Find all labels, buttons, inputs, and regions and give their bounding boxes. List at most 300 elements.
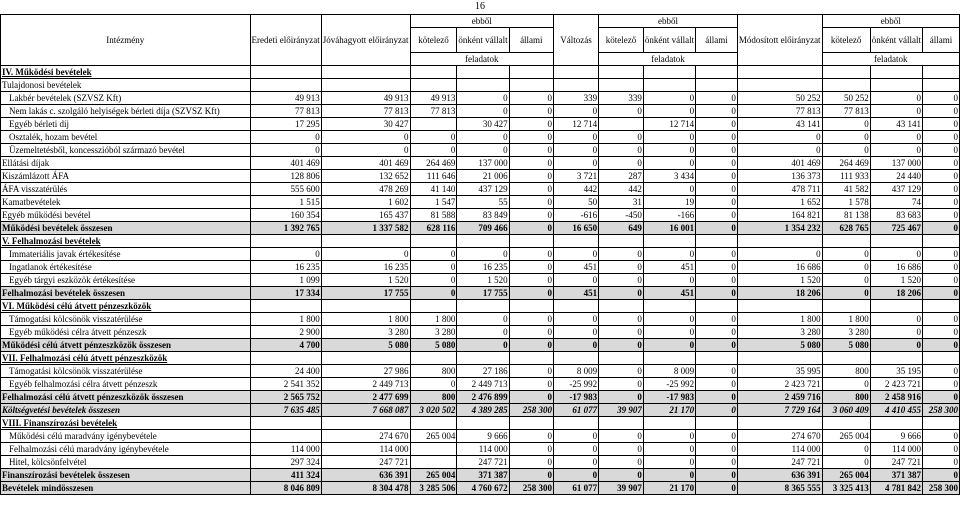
table-row bbox=[1, 300, 960, 313]
table-row bbox=[1, 118, 960, 131]
table-row bbox=[1, 170, 960, 183]
table-cell: 49 913 bbox=[410, 92, 457, 105]
row-label: Üzemeltetésből, koncesszióból származó bevétel bbox=[1, 144, 251, 157]
table-cell: 0 bbox=[509, 157, 553, 170]
table-cell bbox=[509, 66, 553, 79]
col-ebbol-1: ebből bbox=[410, 15, 553, 28]
table-cell: 297 324 bbox=[250, 456, 321, 469]
table-row bbox=[1, 131, 960, 144]
table-cell: 0 bbox=[643, 443, 695, 456]
table-cell bbox=[553, 417, 598, 430]
table-cell: 43 141 bbox=[870, 118, 922, 131]
table-cell bbox=[737, 79, 822, 92]
table-cell: 0 bbox=[457, 248, 509, 261]
table-cell: 0 bbox=[643, 339, 695, 352]
table-cell: 1 578 bbox=[822, 196, 870, 209]
table-cell: 1 800 bbox=[737, 313, 822, 326]
table-cell bbox=[457, 79, 509, 92]
table-cell bbox=[737, 66, 822, 79]
table-cell: 0 bbox=[599, 287, 644, 300]
table-cell: 0 bbox=[509, 287, 553, 300]
table-row bbox=[1, 339, 960, 352]
table-cell: 258 300 bbox=[509, 482, 553, 495]
table-cell bbox=[870, 417, 922, 430]
table-cell: 800 bbox=[822, 391, 870, 404]
table-cell: 0 bbox=[509, 170, 553, 183]
table-cell: 0 bbox=[599, 105, 644, 118]
table-cell bbox=[870, 79, 922, 92]
table-cell: 41 140 bbox=[410, 183, 457, 196]
table-cell: 0 bbox=[553, 430, 598, 443]
table-cell: 7 668 087 bbox=[321, 404, 410, 417]
table-cell bbox=[250, 79, 321, 92]
table-cell: 628 116 bbox=[410, 222, 457, 235]
table-cell: 0 bbox=[599, 248, 644, 261]
row-label: V. Felhalmozási bevételek bbox=[1, 235, 251, 248]
table-cell: 17 295 bbox=[250, 118, 321, 131]
table-cell: 437 129 bbox=[870, 183, 922, 196]
table-cell: 451 bbox=[643, 287, 695, 300]
table-cell bbox=[599, 118, 644, 131]
table-cell: 0 bbox=[922, 261, 959, 274]
table-cell bbox=[553, 66, 598, 79]
table-cell: 7 729 164 bbox=[737, 404, 822, 417]
table-cell: 0 bbox=[599, 261, 644, 274]
table-cell: 0 bbox=[737, 131, 822, 144]
table-cell: 0 bbox=[696, 404, 738, 417]
table-cell bbox=[509, 235, 553, 248]
row-label: Osztalék, hozam bevétel bbox=[1, 131, 251, 144]
col-ebbol-2: ebből bbox=[599, 15, 738, 28]
table-cell: 0 bbox=[696, 222, 738, 235]
table-cell: 0 bbox=[870, 144, 922, 157]
table-cell: 0 bbox=[696, 261, 738, 274]
table-cell: 0 bbox=[509, 456, 553, 469]
table-cell: 0 bbox=[822, 131, 870, 144]
table-cell: 0 bbox=[922, 157, 959, 170]
table-cell: 0 bbox=[643, 248, 695, 261]
table-cell: 3 721 bbox=[553, 170, 598, 183]
col-feladatok-2: feladatok bbox=[599, 53, 738, 66]
table-cell bbox=[509, 352, 553, 365]
table-cell: 17 755 bbox=[321, 287, 410, 300]
row-label: Egyéb működési bevétel bbox=[1, 209, 251, 222]
table-cell: 50 252 bbox=[737, 92, 822, 105]
table-cell bbox=[553, 300, 598, 313]
table-cell bbox=[599, 300, 644, 313]
table-cell: 0 bbox=[643, 183, 695, 196]
table-cell: 21 006 bbox=[457, 170, 509, 183]
table-cell: 3 280 bbox=[321, 326, 410, 339]
table-cell bbox=[553, 79, 598, 92]
table-cell: 0 bbox=[696, 131, 738, 144]
table-cell: 0 bbox=[509, 131, 553, 144]
row-label: Felhalmozási bevételek összesen bbox=[1, 287, 251, 300]
table-cell: 265 004 bbox=[822, 430, 870, 443]
table-cell: 77 813 bbox=[410, 105, 457, 118]
table-cell: 478 269 bbox=[321, 183, 410, 196]
table-cell: 17 755 bbox=[457, 287, 509, 300]
table-cell: 0 bbox=[553, 131, 598, 144]
table-cell: 0 bbox=[696, 118, 738, 131]
table-cell: 0 bbox=[250, 248, 321, 261]
table-cell: 41 582 bbox=[822, 183, 870, 196]
table-cell: 0 bbox=[599, 456, 644, 469]
table-cell: 0 bbox=[321, 144, 410, 157]
table-cell: 0 bbox=[321, 248, 410, 261]
table-row bbox=[1, 430, 960, 443]
table-cell: 0 bbox=[599, 430, 644, 443]
table-cell: 258 300 bbox=[922, 404, 959, 417]
table-cell bbox=[922, 417, 959, 430]
table-cell: 165 437 bbox=[321, 209, 410, 222]
table-cell bbox=[922, 300, 959, 313]
table-cell bbox=[457, 300, 509, 313]
table-cell: 1 520 bbox=[457, 274, 509, 287]
table-cell: 0 bbox=[922, 170, 959, 183]
table-cell: 0 bbox=[737, 248, 822, 261]
table-cell: 247 721 bbox=[457, 456, 509, 469]
table-cell: 0 bbox=[870, 92, 922, 105]
table-cell: -25 992 bbox=[643, 378, 695, 391]
table-cell bbox=[457, 235, 509, 248]
table-cell: 0 bbox=[553, 144, 598, 157]
table-header bbox=[1, 15, 960, 66]
table-cell: 0 bbox=[509, 339, 553, 352]
table-cell: 247 721 bbox=[737, 456, 822, 469]
table-cell: 265 004 bbox=[410, 469, 457, 482]
col-onkent-3: önként vállalt bbox=[870, 28, 922, 53]
table-cell: 0 bbox=[643, 430, 695, 443]
table-cell: 264 469 bbox=[822, 157, 870, 170]
table-cell: 0 bbox=[509, 118, 553, 131]
row-label: VII. Felhalmozási célú átvett pénzeszközök bbox=[1, 352, 251, 365]
table-cell: 0 bbox=[643, 456, 695, 469]
table-cell bbox=[870, 352, 922, 365]
row-label: Ingatlanok értékesítése bbox=[1, 261, 251, 274]
table-cell: 0 bbox=[922, 274, 959, 287]
table-cell: 4 410 455 bbox=[870, 404, 922, 417]
table-cell: 5 080 bbox=[822, 339, 870, 352]
table-cell: 2 900 bbox=[250, 326, 321, 339]
table-cell: 50 252 bbox=[822, 92, 870, 105]
table-cell: 0 bbox=[643, 274, 695, 287]
table-cell: 8 009 bbox=[643, 365, 695, 378]
table-cell: 61 077 bbox=[553, 404, 598, 417]
table-cell: 0 bbox=[553, 157, 598, 170]
table-cell: 83 683 bbox=[870, 209, 922, 222]
table-cell: -616 bbox=[553, 209, 598, 222]
table-cell: 49 913 bbox=[321, 92, 410, 105]
table-row bbox=[1, 196, 960, 209]
table-cell: 1 800 bbox=[822, 313, 870, 326]
table-cell: 274 670 bbox=[321, 430, 410, 443]
table-cell: 111 933 bbox=[822, 170, 870, 183]
table-cell bbox=[410, 118, 457, 131]
table-cell bbox=[250, 430, 321, 443]
table-cell: 0 bbox=[696, 183, 738, 196]
table-cell: 114 000 bbox=[321, 443, 410, 456]
table-cell bbox=[870, 66, 922, 79]
table-cell: 0 bbox=[696, 339, 738, 352]
table-cell: 0 bbox=[922, 222, 959, 235]
table-cell: 0 bbox=[410, 248, 457, 261]
table-cell: 39 907 bbox=[599, 482, 644, 495]
table-cell: 0 bbox=[696, 287, 738, 300]
table-cell: 0 bbox=[922, 196, 959, 209]
table-cell: 0 bbox=[553, 274, 598, 287]
table-cell: 0 bbox=[599, 391, 644, 404]
table-cell: -166 bbox=[643, 209, 695, 222]
table-cell: 0 bbox=[509, 105, 553, 118]
table-cell bbox=[250, 417, 321, 430]
col-onkent-2: önként vállalt bbox=[643, 28, 695, 53]
table-row bbox=[1, 222, 960, 235]
table-cell: 0 bbox=[643, 131, 695, 144]
table-cell: 411 324 bbox=[250, 469, 321, 482]
table-cell bbox=[321, 417, 410, 430]
table-cell bbox=[870, 235, 922, 248]
table-cell bbox=[737, 235, 822, 248]
table-cell bbox=[410, 456, 457, 469]
table-row bbox=[1, 209, 960, 222]
table-cell: 0 bbox=[410, 144, 457, 157]
table-cell bbox=[457, 66, 509, 79]
table-cell bbox=[870, 300, 922, 313]
table-cell bbox=[321, 79, 410, 92]
table-cell bbox=[509, 417, 553, 430]
table-cell: 0 bbox=[696, 209, 738, 222]
table-cell bbox=[599, 352, 644, 365]
row-label: Nem lakás c. szolgáló helyiségek bérleti díja (SZVSZ Kft) bbox=[1, 105, 251, 118]
table-cell bbox=[822, 235, 870, 248]
table-cell: 9 666 bbox=[457, 430, 509, 443]
table-row bbox=[1, 287, 960, 300]
table-cell: 0 bbox=[509, 222, 553, 235]
table-cell bbox=[410, 66, 457, 79]
table-cell: 628 765 bbox=[822, 222, 870, 235]
col-kotelezo-3: kötelező bbox=[822, 28, 870, 53]
table-cell: 0 bbox=[696, 391, 738, 404]
table-cell: 3 285 506 bbox=[410, 482, 457, 495]
table-cell bbox=[457, 417, 509, 430]
row-label: Egyéb tárgyi eszközök értékesítése bbox=[1, 274, 251, 287]
table-cell: 137 000 bbox=[870, 157, 922, 170]
table-cell: 258 300 bbox=[509, 404, 553, 417]
table-cell: 0 bbox=[822, 287, 870, 300]
row-label: Működési bevételek összesen bbox=[1, 222, 251, 235]
table-body bbox=[1, 66, 960, 495]
table-cell: 137 000 bbox=[457, 157, 509, 170]
table-cell bbox=[696, 300, 738, 313]
table-cell: 21 170 bbox=[643, 482, 695, 495]
col-onkent-1: önként vállalt bbox=[457, 28, 509, 53]
table-cell: 19 bbox=[643, 196, 695, 209]
table-cell: 1 515 bbox=[250, 196, 321, 209]
table-cell bbox=[410, 417, 457, 430]
table-cell: 5 080 bbox=[737, 339, 822, 352]
col-jovahagyott: Jóváhagyott előirányzat bbox=[321, 15, 410, 66]
table-cell bbox=[509, 300, 553, 313]
table-cell: 1 099 bbox=[250, 274, 321, 287]
table-cell: -17 983 bbox=[643, 391, 695, 404]
table-cell bbox=[250, 235, 321, 248]
table-cell: 0 bbox=[457, 313, 509, 326]
table-cell: 0 bbox=[643, 92, 695, 105]
table-cell: 0 bbox=[553, 339, 598, 352]
table-cell: 2 423 721 bbox=[870, 378, 922, 391]
table-cell: 401 469 bbox=[737, 157, 822, 170]
table-cell: 451 bbox=[553, 287, 598, 300]
table-cell: 247 721 bbox=[870, 456, 922, 469]
col-eredeti: Eredeti előirányzat bbox=[250, 15, 321, 66]
table-cell: 0 bbox=[457, 131, 509, 144]
table-cell: 0 bbox=[822, 261, 870, 274]
table-cell: 451 bbox=[643, 261, 695, 274]
table-cell: 4 389 285 bbox=[457, 404, 509, 417]
table-cell: 3 325 413 bbox=[822, 482, 870, 495]
table-cell: 0 bbox=[599, 131, 644, 144]
table-cell bbox=[410, 79, 457, 92]
table-cell: 30 427 bbox=[321, 118, 410, 131]
table-cell bbox=[922, 79, 959, 92]
table-cell: 0 bbox=[922, 183, 959, 196]
table-cell: 274 670 bbox=[737, 430, 822, 443]
table-cell: 636 391 bbox=[737, 469, 822, 482]
table-cell: 4 781 842 bbox=[870, 482, 922, 495]
table-cell bbox=[250, 66, 321, 79]
table-cell: 27 986 bbox=[321, 365, 410, 378]
table-cell: 0 bbox=[599, 274, 644, 287]
table-cell: 16 235 bbox=[250, 261, 321, 274]
table-cell: 5 080 bbox=[410, 339, 457, 352]
table-cell: 2 477 699 bbox=[321, 391, 410, 404]
table-cell: 0 bbox=[822, 118, 870, 131]
table-cell bbox=[822, 79, 870, 92]
table-cell: 0 bbox=[696, 326, 738, 339]
row-label: Költségvetési bevételek összesen bbox=[1, 404, 251, 417]
table-cell bbox=[737, 417, 822, 430]
table-cell: 0 bbox=[922, 105, 959, 118]
table-cell bbox=[696, 79, 738, 92]
table-cell: 39 907 bbox=[599, 404, 644, 417]
table-cell: 0 bbox=[870, 313, 922, 326]
table-cell: 0 bbox=[696, 170, 738, 183]
table-cell bbox=[822, 300, 870, 313]
table-cell: 0 bbox=[922, 378, 959, 391]
table-cell bbox=[321, 235, 410, 248]
table-cell: 77 813 bbox=[737, 105, 822, 118]
table-cell: 21 170 bbox=[643, 404, 695, 417]
table-cell: 3 280 bbox=[822, 326, 870, 339]
table-row bbox=[1, 313, 960, 326]
table-cell: 50 bbox=[553, 196, 598, 209]
table-cell: 0 bbox=[457, 92, 509, 105]
table-cell: 0 bbox=[509, 430, 553, 443]
table-cell: 2 449 713 bbox=[321, 378, 410, 391]
table-cell: 247 721 bbox=[321, 456, 410, 469]
table-cell: 0 bbox=[822, 248, 870, 261]
table-cell: 0 bbox=[922, 430, 959, 443]
table-cell: 478 711 bbox=[737, 183, 822, 196]
table-cell: 136 373 bbox=[737, 170, 822, 183]
table-cell: 2 476 899 bbox=[457, 391, 509, 404]
table-cell bbox=[410, 443, 457, 456]
table-cell bbox=[599, 66, 644, 79]
table-cell: 265 004 bbox=[410, 430, 457, 443]
table-cell: 709 466 bbox=[457, 222, 509, 235]
table-cell: 0 bbox=[509, 469, 553, 482]
col-allami-3: állami bbox=[922, 28, 959, 53]
table-cell: 3 280 bbox=[737, 326, 822, 339]
table-cell: 442 bbox=[599, 183, 644, 196]
table-cell: 0 bbox=[696, 92, 738, 105]
table-row bbox=[1, 391, 960, 404]
table-cell: 49 913 bbox=[250, 92, 321, 105]
table-cell bbox=[643, 79, 695, 92]
table-cell: 24 400 bbox=[250, 365, 321, 378]
table-cell: 18 206 bbox=[870, 287, 922, 300]
table-cell: 2 459 716 bbox=[737, 391, 822, 404]
col-valtozas: Változás bbox=[553, 15, 598, 66]
table-cell: 83 849 bbox=[457, 209, 509, 222]
table-cell: 0 bbox=[696, 365, 738, 378]
table-cell: 2 565 752 bbox=[250, 391, 321, 404]
table-cell: 0 bbox=[457, 105, 509, 118]
table-cell: 128 806 bbox=[250, 170, 321, 183]
table-cell: 3 020 502 bbox=[410, 404, 457, 417]
table-cell: 0 bbox=[457, 339, 509, 352]
table-cell: 0 bbox=[599, 313, 644, 326]
table-cell: 0 bbox=[922, 131, 959, 144]
table-cell: 0 bbox=[696, 313, 738, 326]
table-cell: 0 bbox=[922, 339, 959, 352]
budget-table bbox=[0, 14, 960, 495]
table-cell: 0 bbox=[321, 131, 410, 144]
table-cell: 77 813 bbox=[822, 105, 870, 118]
table-cell: 1 392 765 bbox=[250, 222, 321, 235]
table-cell: 451 bbox=[553, 261, 598, 274]
table-cell: 0 bbox=[870, 326, 922, 339]
table-cell: 264 469 bbox=[410, 157, 457, 170]
table-cell: 0 bbox=[643, 326, 695, 339]
row-label: Működési célú maradvány igénybevétele bbox=[1, 430, 251, 443]
table-cell bbox=[553, 352, 598, 365]
table-cell: 649 bbox=[599, 222, 644, 235]
table-cell: 0 bbox=[696, 144, 738, 157]
table-cell: 0 bbox=[553, 326, 598, 339]
table-cell bbox=[922, 66, 959, 79]
table-cell: 0 bbox=[643, 313, 695, 326]
table-row bbox=[1, 157, 960, 170]
table-cell: 0 bbox=[696, 157, 738, 170]
table-cell: 111 646 bbox=[410, 170, 457, 183]
table-cell: 287 bbox=[599, 170, 644, 183]
table-cell: 800 bbox=[410, 365, 457, 378]
table-row bbox=[1, 92, 960, 105]
table-cell: 16 686 bbox=[870, 261, 922, 274]
table-cell: 0 bbox=[696, 248, 738, 261]
col-intezmeny: Intézmény bbox=[1, 15, 251, 66]
table-row bbox=[1, 105, 960, 118]
table-cell: 9 666 bbox=[870, 430, 922, 443]
table-cell: 24 440 bbox=[870, 170, 922, 183]
table-cell: 437 129 bbox=[457, 183, 509, 196]
table-cell: 0 bbox=[509, 248, 553, 261]
table-cell: 3 060 409 bbox=[822, 404, 870, 417]
table-cell: 0 bbox=[922, 209, 959, 222]
table-cell: 35 995 bbox=[737, 365, 822, 378]
